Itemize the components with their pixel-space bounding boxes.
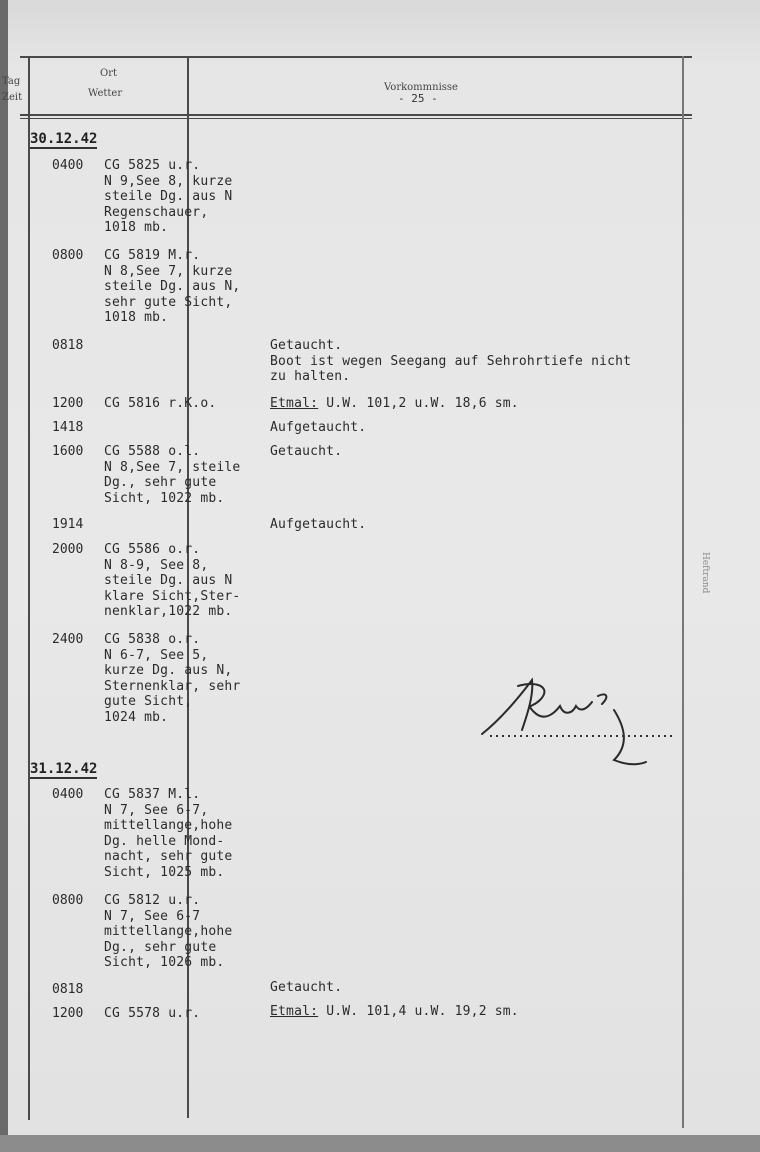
entry-place-weather: CG 5816 r.K.o. bbox=[104, 396, 217, 411]
entry-place-weather: CG 5819 M.r. N 8,See 7, kurze steile Dg. aus N, sehr gute Sicht, 1018 mb. bbox=[104, 248, 241, 325]
entry-place-weather: CG 5825 u.r. N 9,See 8, kurze steile Dg. aus N Regenschauer, 1018 mb. bbox=[104, 158, 233, 235]
entry-events: Getaucht. bbox=[270, 980, 343, 995]
header-bottom-rule bbox=[20, 114, 692, 116]
logbook-page bbox=[2, 0, 760, 1135]
column-divider-1 bbox=[28, 56, 30, 1120]
scan-bottom-shadow bbox=[0, 1135, 760, 1152]
header-events-label: Vorkommnisse bbox=[384, 82, 458, 93]
entry-time: 0800 bbox=[52, 248, 84, 263]
margin-note: Heftrand bbox=[700, 552, 710, 594]
entry-place-weather: CG 5837 M.l. N 7, See 6-7, mittellange,hohe Dg. helle Mond- nacht, sehr gute Sicht, 1025 mb. bbox=[104, 787, 233, 880]
page-number: - 25 - bbox=[398, 92, 438, 105]
header-day-label: Tag bbox=[2, 76, 21, 87]
signature bbox=[474, 666, 684, 776]
etmal-value: U.W. 101,2 u.W. 18,6 sm. bbox=[318, 396, 519, 411]
entry-time: 2000 bbox=[52, 542, 84, 557]
etmal-label: Etmal: bbox=[270, 396, 319, 411]
date-heading: 31.12.42 bbox=[30, 761, 98, 777]
entry-events: Getaucht. Boot ist wegen Seegang auf Sehrohrtiefe nicht zu halten. bbox=[270, 338, 632, 384]
entry-time: 1200 bbox=[52, 396, 84, 411]
entry-time: 0800 bbox=[52, 893, 84, 908]
entry-events: Getaucht. bbox=[270, 444, 343, 459]
entry-events: Aufgetaucht. bbox=[270, 517, 367, 532]
entry-time: 0818 bbox=[52, 982, 84, 997]
entry-place-weather: CG 5588 o.l. N 8,See 7, steile Dg., sehr gute Sicht, 1022 mb. bbox=[104, 444, 241, 506]
entry-events bbox=[270, 1004, 519, 1020]
column-divider-right bbox=[682, 56, 684, 1128]
entry-time: 1418 bbox=[52, 420, 84, 435]
date-heading: 30.12.42 bbox=[30, 131, 98, 147]
entry-time: 2400 bbox=[52, 632, 84, 647]
entry-place-weather: CG 5838 o.r. N 6-7, See 5, kurze Dg. aus N, Sternenklar, sehr gute Sicht, 1024 mb. bbox=[104, 632, 241, 725]
etmal-value: U.W. 101,4 u.W. 19,2 sm. bbox=[318, 1004, 519, 1019]
entry-time: 0400 bbox=[52, 158, 84, 173]
header-top-rule bbox=[20, 56, 692, 58]
etmal-label: Etmal: bbox=[270, 1004, 319, 1019]
header-place-label: Ort bbox=[100, 68, 117, 79]
header-time-label: Zeit bbox=[2, 92, 23, 103]
entry-place-weather: CG 5586 o.r. N 8-9, See 8, steile Dg. aus N klare Sicht,Ster- nenklar,1022 mb. bbox=[104, 542, 241, 619]
header-bottom-rule-2 bbox=[20, 118, 692, 119]
entry-time: 1600 bbox=[52, 444, 84, 459]
entry-place-weather: CG 5578 u.r. bbox=[104, 1006, 201, 1021]
entry-time: 1914 bbox=[52, 517, 84, 532]
entry-time: 1200 bbox=[52, 1006, 84, 1021]
entry-events: Aufgetaucht. bbox=[270, 420, 367, 435]
entry-time: 0400 bbox=[52, 787, 84, 802]
entry-events bbox=[270, 396, 519, 412]
entry-time: 0818 bbox=[52, 338, 84, 353]
header-weather-label: Wetter bbox=[88, 88, 123, 99]
entry-place-weather: CG 5812 u.r. N 7, See 6-7 mittellange,hohe Dg., sehr gute Sicht, 1026 mb. bbox=[104, 893, 233, 970]
